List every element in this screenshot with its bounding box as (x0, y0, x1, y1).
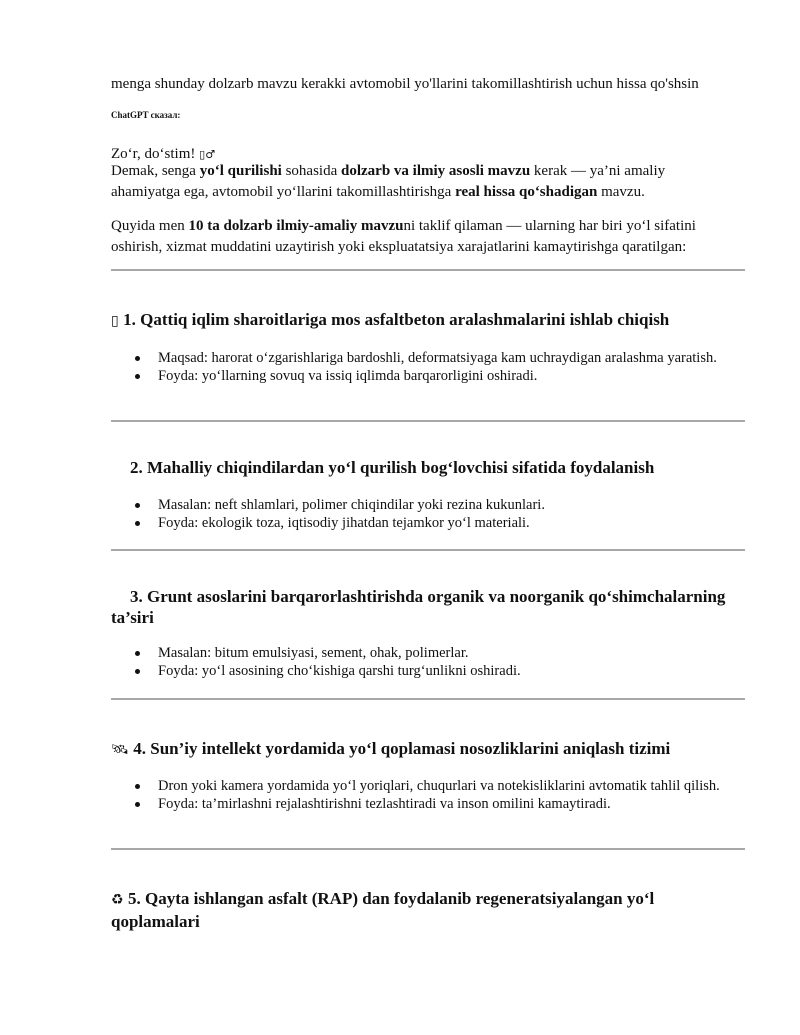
satellite-icon: 🛰 (111, 742, 134, 758)
topic-bullet-list (111, 496, 731, 532)
topic-title: 4. Sun’iy intellekt yordamida yo‘l qoplamasi nosozliklarini aniqlash tizimi (133, 739, 671, 758)
list-intro-text-2: ni taklif qilaman — ularning har biri yo‘l sifatini oshirish, xizmat muddatini uzaytirish yoki ekspluatatsiya xarajatlarini kamaytirishga qaratilgan: (111, 218, 696, 255)
list-item: Foyda: ta’mirlashni rejalashtirishni tezlashtiradi va inson omilini kamaytiradi. (111, 795, 731, 813)
intro-bold-1: yo‘l qurilishi (199, 163, 282, 179)
list-item: Masalan: bitum emulsiyasi, sement, ohak, polimerlar. (111, 644, 731, 662)
list-item: Foyda: yo‘l asosining cho‘kishiga qarshi turg‘unlikni oshiradi. (111, 662, 731, 680)
divider (111, 698, 745, 700)
man-emoji-icon: ▯♂ (199, 148, 216, 161)
topic-title: 2. Mahalliy chiqindilardan yo‘l qurilish bog‘lovchisi sifatida foydalanish (130, 458, 655, 477)
topic-bullet-list (111, 349, 731, 385)
greeting-text: Zo‘r, do‘stim! (111, 146, 200, 162)
topic-bullet-list (111, 644, 731, 680)
divider (111, 549, 745, 551)
intro-text-4: mavzu. (597, 184, 645, 200)
placeholder-icon: ▯ (111, 313, 124, 329)
divider (111, 269, 745, 271)
topic-heading (111, 457, 745, 478)
topic-bullet-list (111, 777, 731, 813)
divider (111, 420, 745, 422)
list-item: Foyda: yo‘llarning sovuq va issiq iqlimda barqarorligini oshiradi. (111, 367, 731, 385)
list-item: Masalan: neft shlamlari, polimer chiqindilar yoki rezina kukunlari. (111, 496, 731, 514)
list-item: Maqsad: harorat o‘zgarishlariga bardoshli, deformatsiyaga kam uchraydigan aralashma yaratish. (111, 349, 731, 367)
intro-paragraph (111, 161, 731, 203)
assistant-speaker-label: ChatGPT сказал: (111, 110, 181, 120)
topic-heading (111, 888, 745, 932)
recycle-icon: ♻ (111, 892, 129, 908)
list-intro-text-1: Quyida men (111, 218, 189, 234)
intro-text-1: Demak, senga (111, 163, 200, 179)
list-intro-bold: 10 ta dolzarb ilmiy-amaliy mavzu (188, 218, 404, 234)
list-item: Foyda: ekologik toza, iqtisodiy jihatdan tejamkor yo‘l materiali. (111, 514, 731, 532)
topic-heading (111, 586, 745, 628)
user-message: menga shunday dolzarb mavzu kerakki avtomobil yo'llarini takomillashtirish uchun hissa qo'shsin (111, 76, 699, 92)
list-item: Dron yoki kamera yordamida yo‘l yoriqlari, chuqurlari va notekisliklarini avtomatik tahlil qilish. (111, 777, 731, 795)
divider (111, 848, 745, 850)
list-intro-paragraph (111, 216, 731, 258)
topic-heading (111, 309, 745, 332)
intro-text-2: sohasida (281, 163, 341, 179)
topic-title: 5. Qayta ishlangan asfalt (RAP) dan foydalanib regeneratsiyalangan yo‘l qoplamalari (111, 889, 655, 931)
intro-text-3: kerak — ya’ni amaliy ahamiyatga ega, avtomobil yo‘llarini takomillashtirishga (111, 163, 666, 200)
intro-bold-3: real hissa qo‘shadigan (455, 184, 598, 200)
topic-title: 3. Grunt asoslarini barqarorlashtirishda organik va noorganik qo‘shimchalarning ta’siri (111, 587, 726, 627)
topic-heading (111, 738, 745, 761)
intro-bold-2: dolzarb va ilmiy asosli mavzu (341, 163, 531, 179)
topic-title: 1. Qattiq iqlim sharoitlariga mos asfaltbeton aralashmalarini ishlab chiqish (123, 310, 670, 329)
